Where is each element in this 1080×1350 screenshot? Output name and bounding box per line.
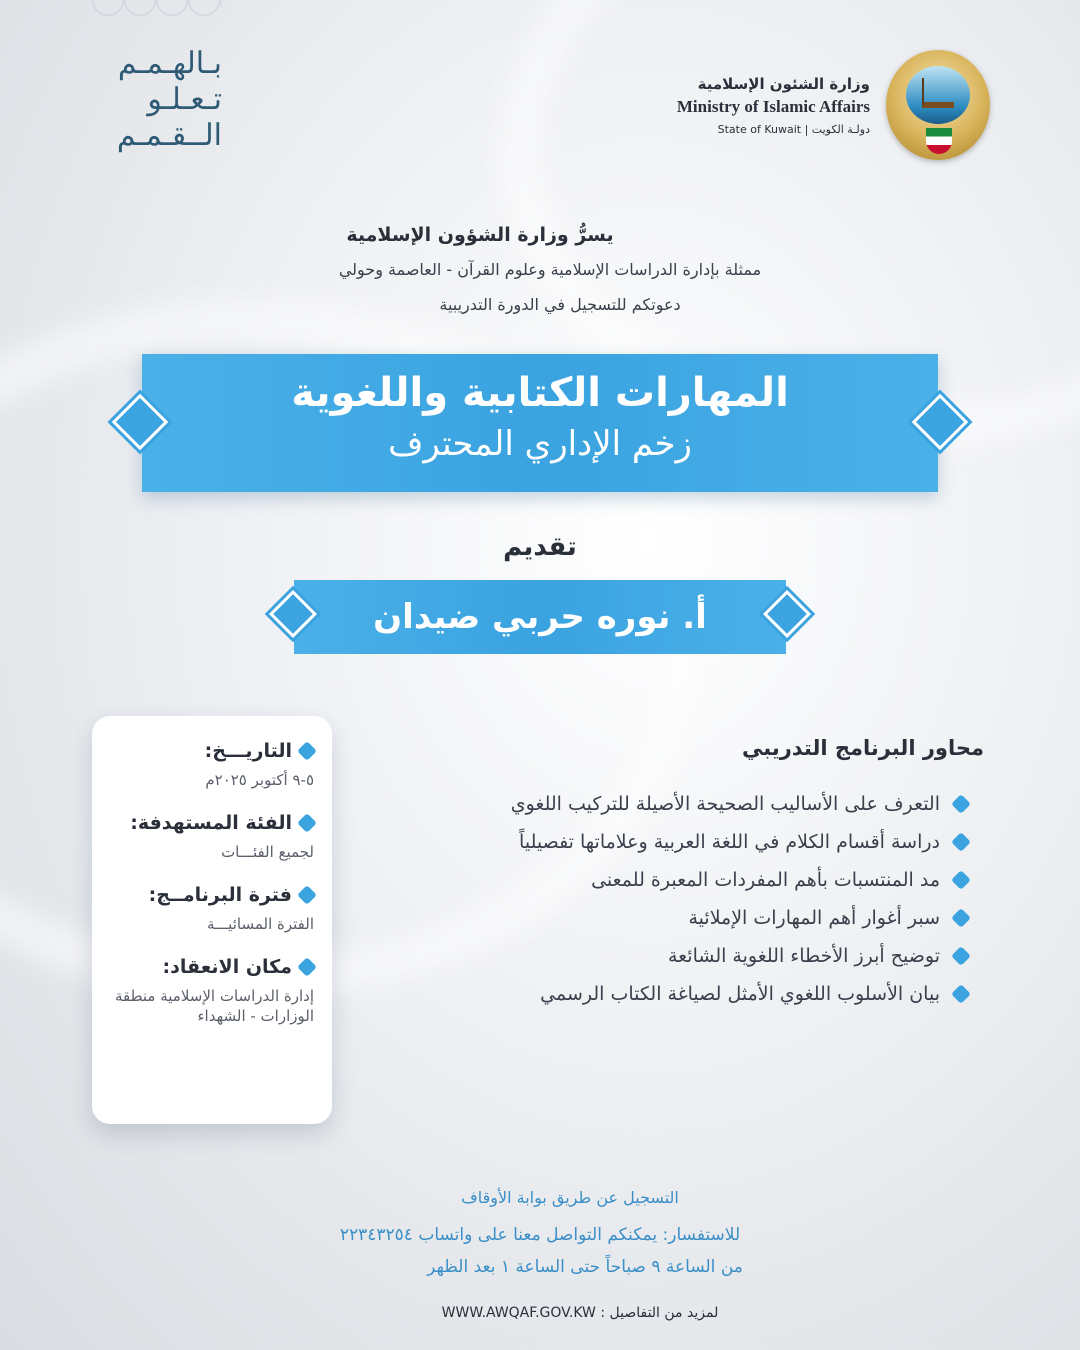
info-label: التاريـــخ:: [204, 740, 292, 762]
presenter-name: أ. نوره حربي ضيدان: [294, 580, 786, 654]
diamond-bullet-icon: [297, 741, 317, 761]
course-title-banner: [142, 354, 938, 492]
hours-line: من الساعة ٩ صباحاً حتى الساعة ١ بعد الظهر: [427, 1257, 743, 1277]
slogan-line: تـعـلـو: [147, 82, 222, 117]
decorative-pattern: [92, 0, 222, 30]
diamond-bullet-icon: [297, 957, 317, 977]
info-label: مكان الانعقاد:: [162, 956, 292, 978]
topics-title: محاور البرنامج التدريبي: [742, 736, 984, 760]
diamond-bullet-icon: [297, 885, 317, 905]
state-line: State of Kuwait | دولـة الكويت: [717, 122, 870, 136]
slogan: [92, 46, 222, 154]
kuwait-emblem-icon: [886, 50, 990, 160]
info-value: الفترة المسائيـــة: [206, 915, 314, 933]
topic-item: مد المنتسبات بأهم المفردات المعبرة للمعنى: [434, 864, 968, 896]
topic-item: دراسة أقسام الكلام في اللغة العربية وعلاماتها تفصيلياً: [434, 826, 968, 858]
intro-line: يسرُّ وزارة الشؤون الإسلامية: [346, 224, 614, 246]
topic-item: سبر أغوار أهم المهارات الإملائية: [434, 902, 968, 934]
registration-note: التسجيل عن طريق بوابة الأوقاف: [461, 1188, 679, 1207]
info-label: الفئة المستهدفة:: [130, 812, 292, 834]
presenter-label: تقديم: [503, 532, 577, 562]
topic-item: توضيح أبرز الأخطاء اللغوية الشائعة: [434, 940, 968, 972]
intro-line: ممثلة بإدارة الدراسات الإسلامية وعلوم القرآن - العاصمة وحولي: [338, 260, 762, 279]
diamond-bullet-icon: [951, 832, 971, 852]
ministry-name-en: Ministry of Islamic Affairs: [676, 96, 870, 116]
diamond-bullet-icon: [951, 794, 971, 814]
contact-line: للاستفسار: يمكنكم التواصل معنا على واتساب ٢٢٣٤٣٢٥٤: [339, 1225, 741, 1245]
topic-item: بيان الأسلوب اللغوي الأمثل لصياغة الكتاب الرسمي: [434, 978, 968, 1010]
intro-line: دعوتكم للتسجيل في الدورة التدريبية: [439, 295, 681, 314]
intro: [0, 224, 1080, 314]
diamond-bullet-icon: [951, 908, 971, 928]
website-link[interactable]: لمزيد من التفاصيل : WWW.AWQAF.GOV.KW: [441, 1305, 719, 1321]
info-venue: [102, 956, 314, 1026]
emblem-flag-icon: [926, 128, 952, 154]
ministry-logo: [677, 50, 990, 160]
info-date: [102, 740, 314, 790]
diamond-bullet-icon: [297, 813, 317, 833]
emblem-dhow-icon: [922, 78, 954, 108]
ministry-text: [677, 75, 870, 136]
info-value: لجميع الفئـــات: [221, 843, 314, 861]
info-value: ٥-٩ أكتوبر ٢٠٢٥م: [205, 771, 314, 789]
info-label: فترة البرنامــج:: [148, 884, 292, 906]
info-value: إدارة الدراسات الإسلامية منطقة الوزارات - الشهداء: [114, 987, 314, 1025]
course-subtitle: زخم الإداري المحترف: [388, 424, 692, 464]
info-period: [102, 884, 314, 934]
diamond-bullet-icon: [951, 870, 971, 890]
slogan-line: بـالهـمـم: [117, 46, 222, 81]
slogan-line: الــقـمـم: [116, 118, 222, 153]
course-title: المهارات الكتابية واللغوية: [291, 370, 789, 416]
program-topics: [434, 736, 984, 1016]
footer: [0, 1188, 1080, 1321]
diamond-bullet-icon: [951, 984, 971, 1004]
ministry-name-ar: وزارة الشئون الإسلامية: [697, 74, 870, 93]
info-card: [92, 716, 332, 1124]
diamond-bullet-icon: [951, 946, 971, 966]
info-audience: [102, 812, 314, 862]
topic-item: التعرف على الأساليب الصحيحة الأصيلة للتركيب اللغوي: [434, 788, 968, 820]
